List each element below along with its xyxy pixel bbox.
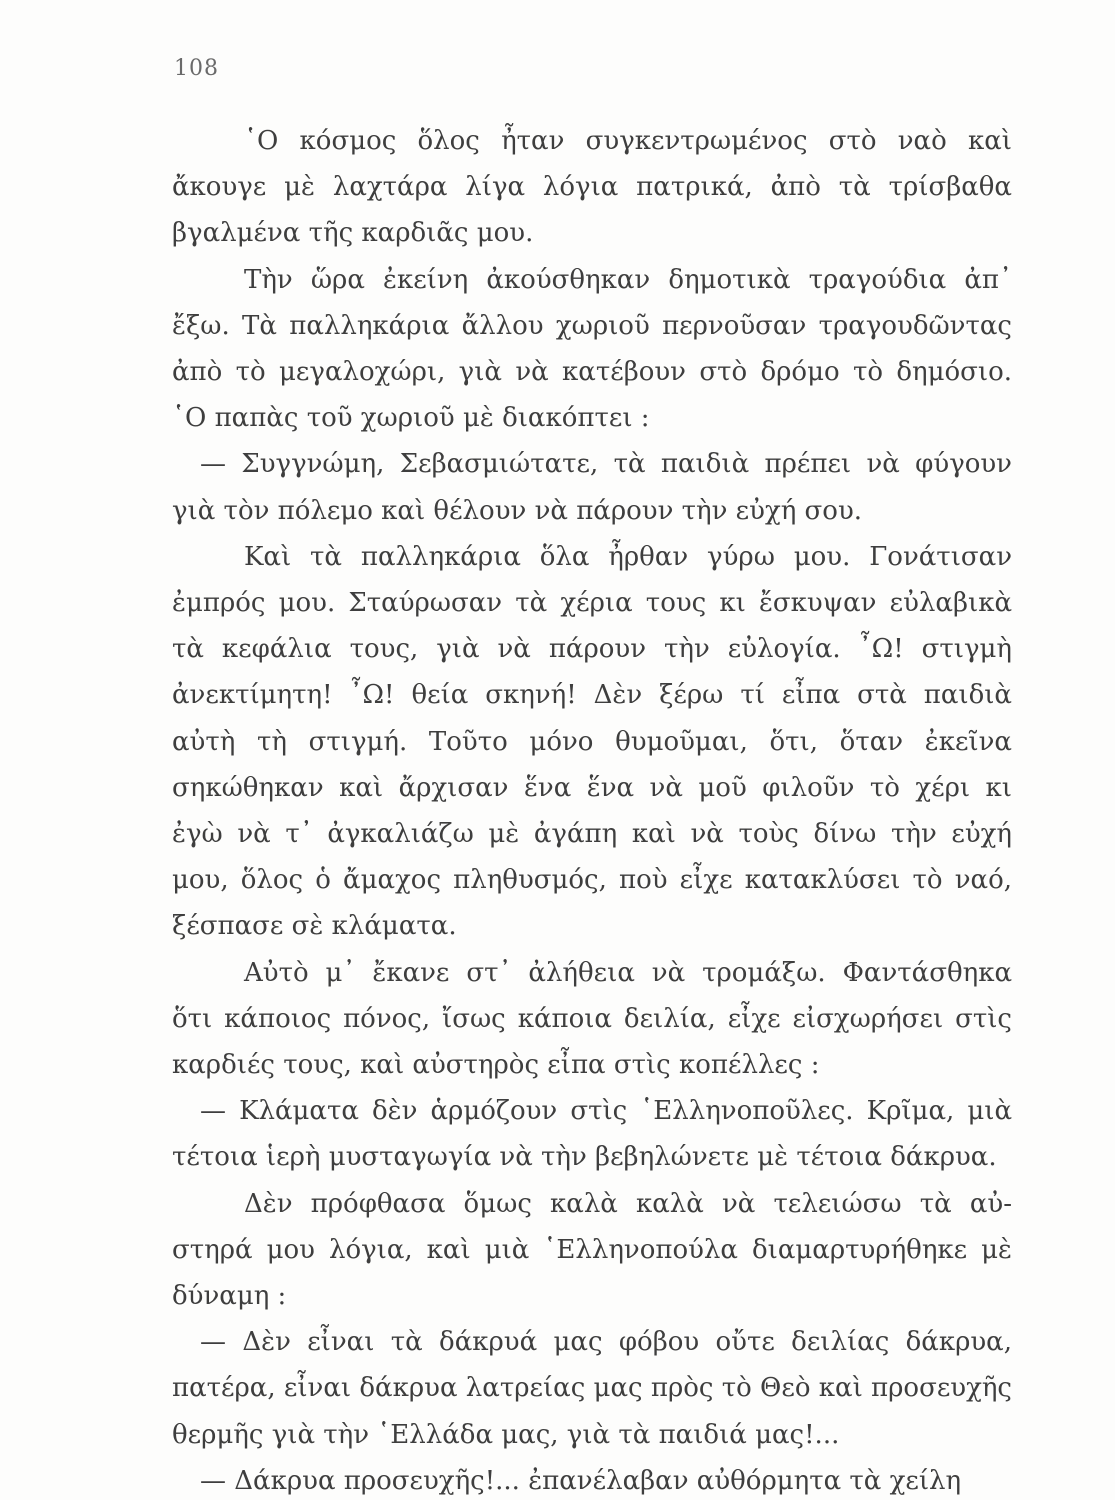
paragraph bbox=[172, 534, 1012, 950]
text-line: αὐτὴ τὴ στιγμή. Τοῦτο μόνο θυμοῦμαι, ὅτι, ὅταν ἐκεῖνα bbox=[172, 726, 1012, 757]
text-line: τέτοια ἱερὴ μυσταγωγία νὰ τὴν βεβηλώνετε μὲ τέτοια δάκρυα. bbox=[172, 1142, 997, 1173]
page-number: 108 bbox=[174, 56, 219, 81]
text-line: — Δὲν εἶναι τὰ δάκρυά μας φόβου οὔτε δειλίας δάκρυα, bbox=[200, 1327, 1012, 1358]
text-line: ὅτι κάποιος πόνος, ἴσως κάποια δειλία, εἶχε εἰσχωρήσει στὶς bbox=[172, 1003, 1012, 1034]
text-line: — Κλάματα δὲν ἁρμόζουν στὶς ῾Ελληνοποῦλες. Κρῖμα, μιὰ bbox=[200, 1096, 1012, 1127]
text-line: ἀπὸ τὸ μεγαλοχώρι, γιὰ νὰ κατέβουν στὸ δρόμο τὸ δημόσιο. bbox=[172, 357, 1012, 388]
text-line: δύναμη : bbox=[172, 1281, 287, 1312]
text-line: ῾Ο παπὰς τοῦ χωριοῦ μὲ διακόπτει : bbox=[172, 403, 650, 434]
paragraph bbox=[172, 441, 1012, 533]
text-line: ἄκουγε μὲ λαχτάρα λίγα λόγια πατρικά, ἀπὸ τὰ τρίσβαθα bbox=[172, 172, 1012, 203]
text-line: Αὐτὸ μ᾿ ἔκανε στ᾿ ἀλήθεια νὰ τρομάξω. Φαντάσθηκα bbox=[244, 957, 1012, 988]
paragraph bbox=[172, 1319, 1012, 1458]
text-line: — Δάκρυα προσευχῆς!... ἐπανέλαβαν αὐθόρμητα τὰ χείλη bbox=[200, 1465, 962, 1496]
text-line: Δὲν πρόφθασα ὅμως καλὰ καλὰ νὰ τελειώσω τὰ αὐ- bbox=[244, 1188, 1012, 1219]
text-line: γιὰ τὸν πόλεμο καὶ θέλουν νὰ πάρουν τὴν εὐχή σου. bbox=[172, 495, 863, 526]
text-line: — Συγγνώμη, Σεβασμιώτατε, τὰ παιδιὰ πρέπει νὰ φύγουν bbox=[200, 449, 1012, 480]
text-line: πατέρα, εἶναι δάκρυα λατρείας μας πρὸς τὸ Θεὸ καὶ προσευχῆς bbox=[172, 1373, 1012, 1404]
text-line: ἐμπρός μου. Σταύρωσαν τὰ χέρια τους κι ἔσκυψαν εὐλαβικὰ bbox=[172, 588, 1012, 619]
text-line: Καὶ τὰ παλληκάρια ὅλα ἦρθαν γύρω μου. Γονάτισαν bbox=[244, 541, 1012, 572]
paragraph bbox=[172, 118, 1012, 257]
text-line: βγαλμένα τῆς καρδιᾶς μου. bbox=[172, 218, 534, 249]
body-text bbox=[172, 118, 1012, 1504]
text-line: σηκώθηκαν καὶ ἄρχισαν ἕνα ἕνα νὰ μοῦ φιλοῦν τὸ χέρι κι bbox=[172, 772, 1012, 803]
text-line: ξέσπασε σὲ κλάματα. bbox=[172, 911, 457, 942]
text-line: ἀνεκτίμητη! ῏Ω! θεία σκηνή! Δὲν ξέρω τί εἶπα στὰ παιδιὰ bbox=[172, 680, 1012, 711]
text-line: Τὴν ὥρα ἐκείνη ἀκούσθηκαν δημοτικὰ τραγούδια ἀπ᾿ bbox=[244, 264, 1012, 295]
text-line: ῾Ο κόσμος ὅλος ἦταν συγκεντρωμένος στὸ ναὸ καὶ bbox=[244, 126, 1012, 156]
text-line: μου, ὅλος ὁ ἄμαχος πληθυσμός, ποὺ εἶχε κατακλύσει τὸ ναό, bbox=[172, 865, 1012, 896]
paragraph bbox=[172, 950, 1012, 1089]
paragraph bbox=[172, 1088, 1012, 1180]
paragraph bbox=[172, 257, 1012, 442]
text-line: θερμῆς γιὰ τὴν ῾Ελλάδα μας, γιὰ τὰ παιδιά μας!... bbox=[172, 1419, 840, 1450]
text-line: καρδιές τους, καὶ αὐστηρὸς εἶπα στὶς κοπέλλες : bbox=[172, 1050, 820, 1081]
text-line: στηρά μου λόγια, καὶ μιὰ ῾Ελληνοπούλα διαμαρτυρήθηκε μὲ bbox=[172, 1234, 1012, 1265]
text-line: ἐγὼ νὰ τ᾿ ἀγκαλιάζω μὲ ἀγάπη καὶ νὰ τοὺς δίνω τὴν εὐχή bbox=[172, 819, 1012, 850]
text-line: τὰ κεφάλια τους, γιὰ νὰ πάρουν τὴν εὐλογία. ῏Ω! στιγμὴ bbox=[172, 634, 1012, 665]
text-line: ἔξω. Τὰ παλληκάρια ἄλλου χωριοῦ περνοῦσαν τραγουδῶντας bbox=[172, 310, 1012, 341]
paragraph bbox=[172, 1458, 1012, 1504]
paragraph bbox=[172, 1181, 1012, 1320]
